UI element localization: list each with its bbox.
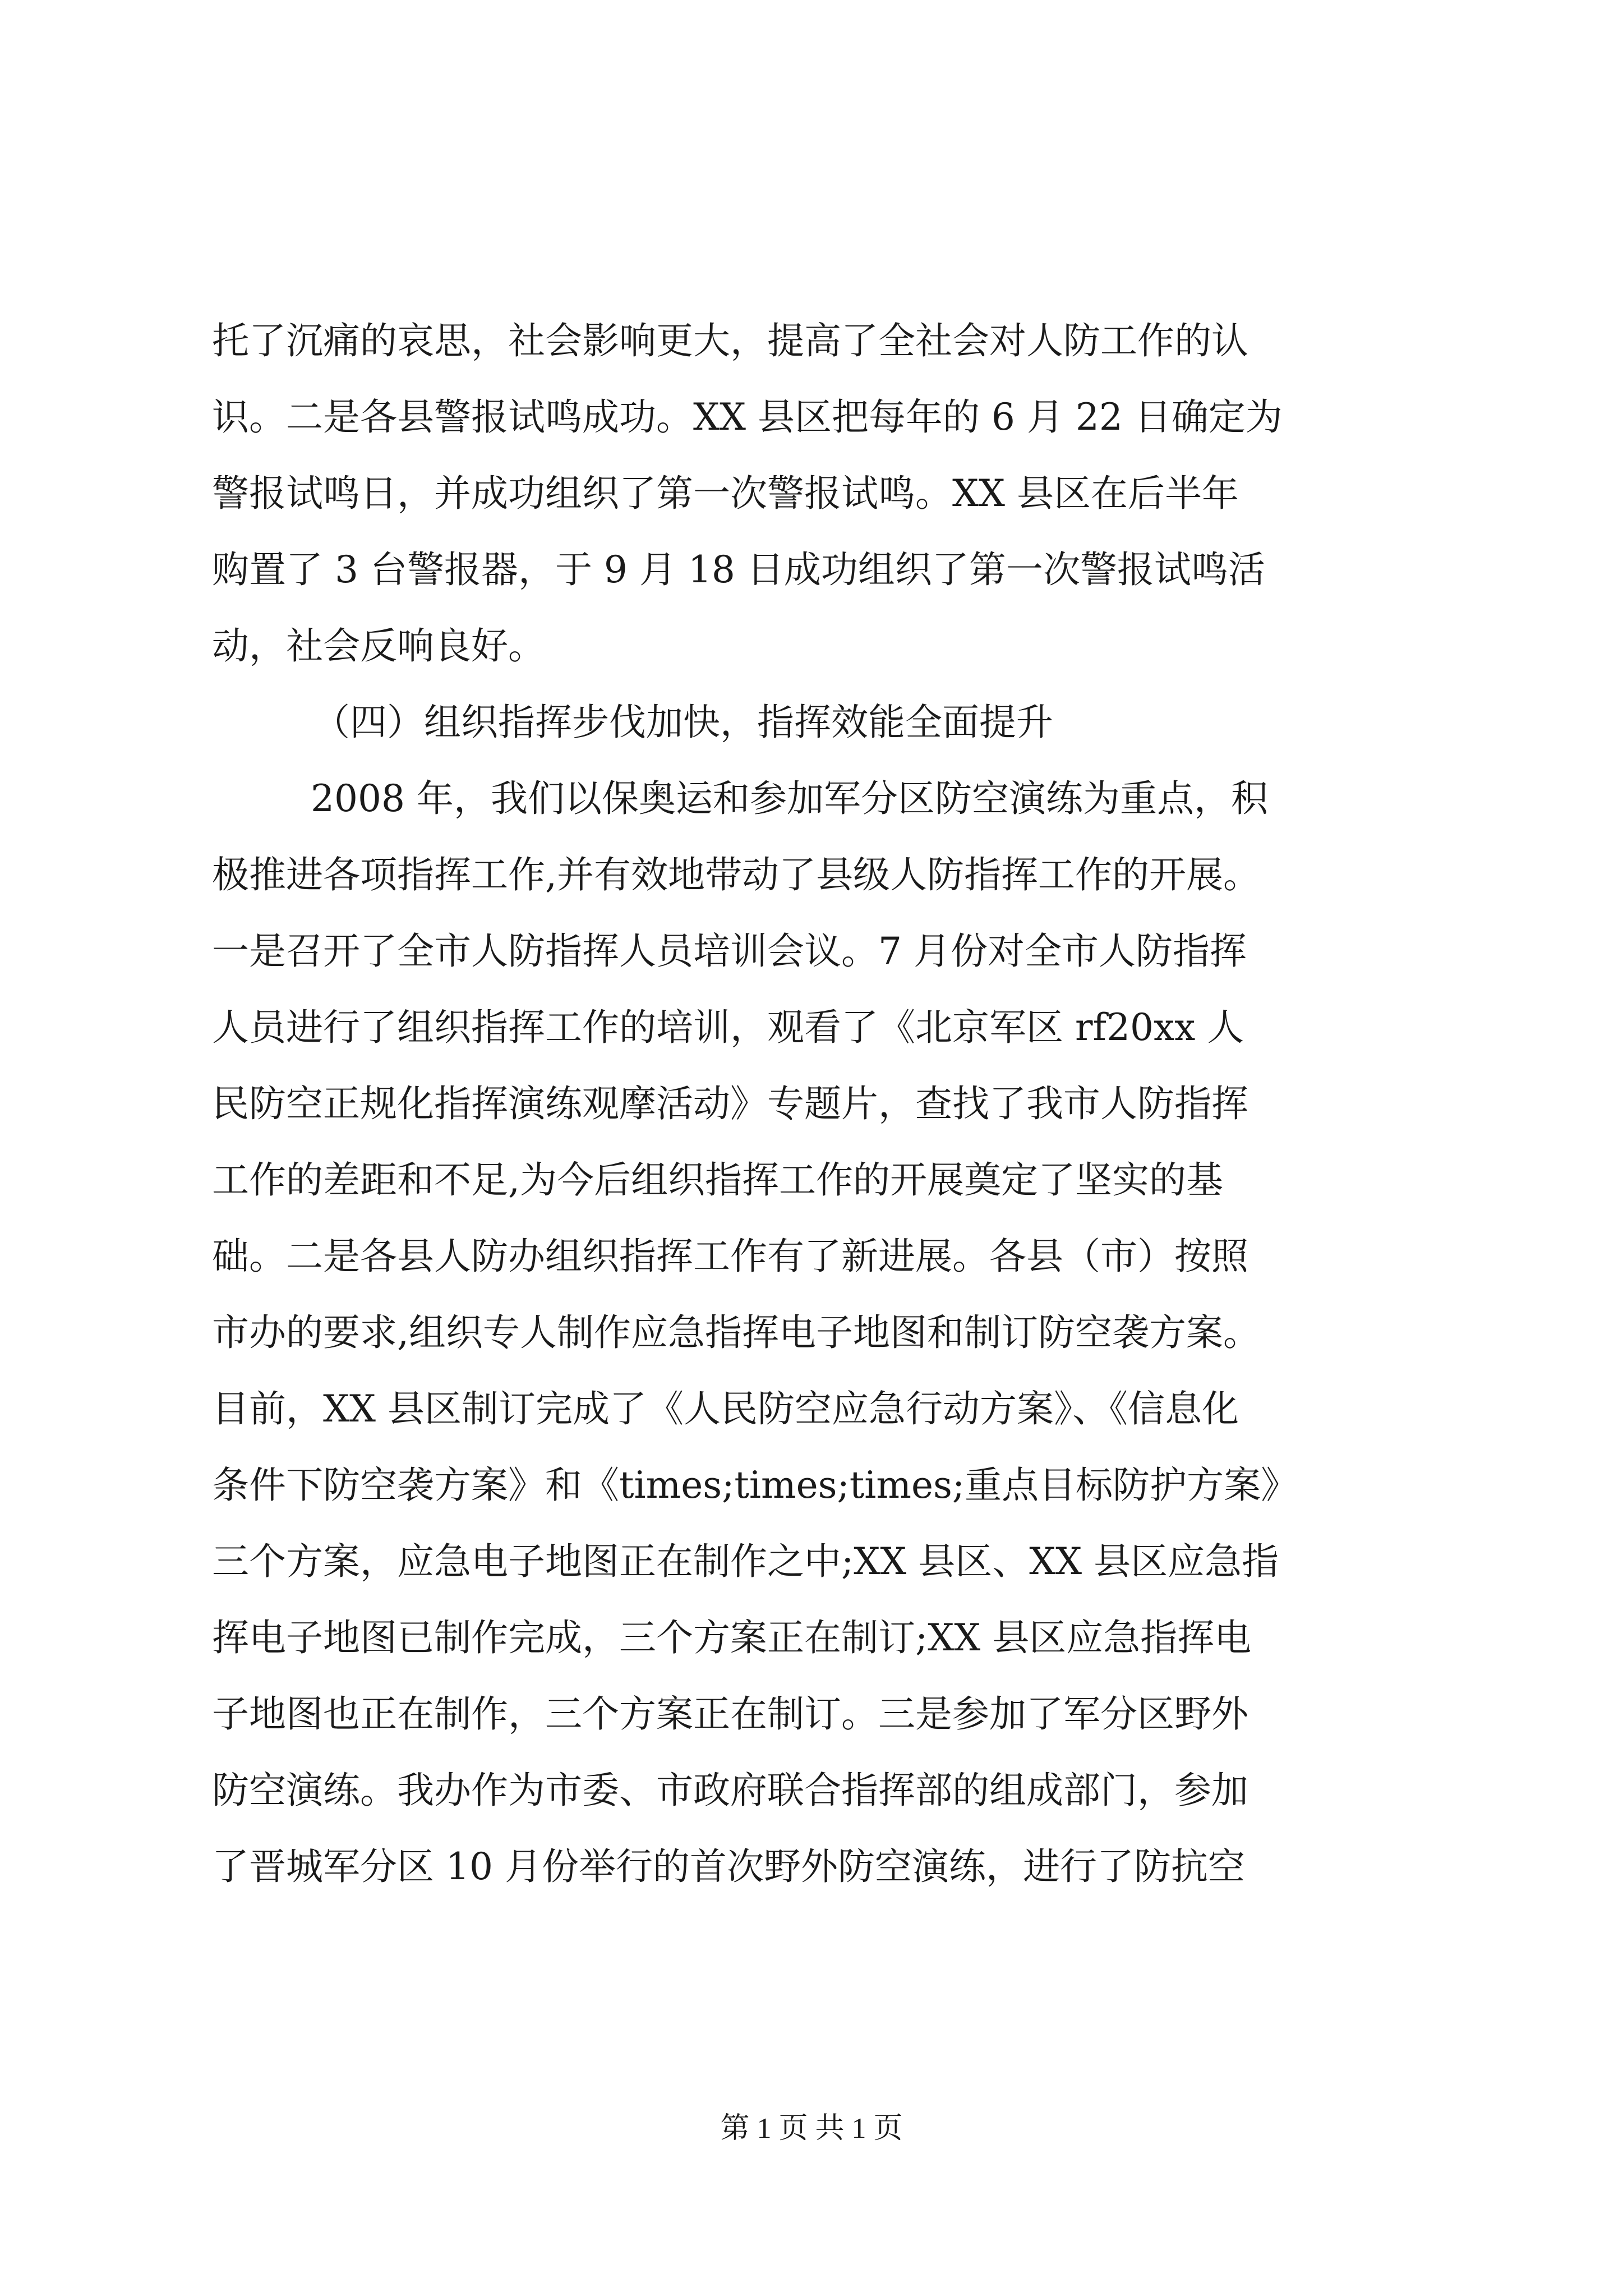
- text-line: 动，社会反响良好。: [212, 624, 545, 668]
- text-line: 目前，XX 县区制订完成了《人民防空应急行动方案》、《信息化: [212, 1387, 1239, 1430]
- text-line: 购置了 3 台警报器，于 9 月 18 日成功组织了第一次警报试鸣活: [212, 548, 1265, 591]
- text-line: 识。二是各县警报试鸣成功。XX 县区把每年的 6 月 22 日确定为: [212, 395, 1283, 439]
- text-line: 三个方案，应急电子地图正在制作之中;XX 县区、XX 县区应急指: [212, 1540, 1279, 1583]
- text-line: 托了沉痛的哀思，社会影响更大，提高了全社会对人防工作的认: [212, 319, 1248, 362]
- text-line: 防空演练。我办作为市委、市政府联合指挥部的组成部门，参加: [212, 1769, 1248, 1812]
- text-line: 条件下防空袭方案》和《times;times;times;重点目标防护方案》: [212, 1464, 1298, 1507]
- text-line: 础。二是各县人防办组织指挥工作有了新进展。各县（市）按照: [212, 1235, 1248, 1278]
- text-line: 挥电子地图已制作完成，三个方案正在制订;XX 县区应急指挥电: [212, 1616, 1252, 1659]
- paragraph-first-line: 2008 年，我们以保奥运和参加军分区防空演练为重点，积: [311, 777, 1268, 820]
- page-footer: [0, 2109, 1623, 2148]
- text-line: 工作的差距和不足,为今后组织指挥工作的开展奠定了坚实的基: [212, 1158, 1223, 1202]
- page-number-label: 第 1 页 共 1 页: [720, 2113, 903, 2145]
- text-line: 市办的要求,组织专人制作应急指挥电子地图和制订防空袭方案。: [212, 1311, 1260, 1354]
- text-line: 了晋城军分区 10 月份举行的首次野外防空演练，进行了防抗空: [212, 1845, 1245, 1888]
- document-body: [212, 303, 1412, 1905]
- text-line: 一是召开了全市人防指挥人员培训会议。7 月份对全市人防指挥: [212, 930, 1247, 973]
- text-line: 民防空正规化指挥演练观摩活动》专题片，查找了我市人防指挥: [212, 1082, 1248, 1125]
- section-heading: （四）组织指挥步伐加快，指挥效能全面提升: [313, 701, 1053, 744]
- text-line: 子地图也正在制作，三个方案正在制订。三是参加了军分区野外: [212, 1692, 1248, 1736]
- text-line: 人员进行了组织指挥工作的培训，观看了《北京军区 rf20xx 人: [212, 1006, 1244, 1049]
- text-line: 极推进各项指挥工作,并有效地带动了县级人防指挥工作的开展。: [212, 853, 1260, 896]
- text-line: 警报试鸣日，并成功组织了第一次警报试鸣。XX 县区在后半年: [212, 472, 1239, 515]
